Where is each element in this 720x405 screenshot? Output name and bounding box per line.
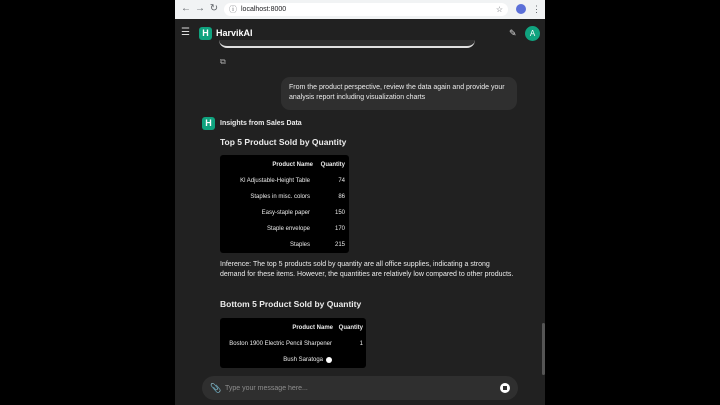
assistant-heading: Insights from Sales Data <box>220 120 302 127</box>
browser-window <box>175 0 545 405</box>
column-header: Product Name <box>292 325 333 331</box>
product-quantity: 215 <box>334 242 345 248</box>
typing-cursor-dot <box>326 357 332 363</box>
message-input[interactable] <box>225 376 485 400</box>
product-name: Kl Adjustable-Height Table <box>240 178 310 184</box>
column-header: Product Name <box>272 162 313 168</box>
product-quantity: 74 <box>338 178 345 184</box>
product-quantity: 1 <box>359 341 363 347</box>
product-name: Easy-staple paper <box>261 210 310 216</box>
star-icon[interactable]: ☆ <box>495 5 503 14</box>
address-url[interactable]: localhost:8000 <box>241 6 287 13</box>
column-header: Quantity <box>320 162 345 168</box>
bottom5-title: Bottom 5 Product Sold by Quantity <box>220 299 362 309</box>
arrow-left-icon[interactable]: ← <box>181 3 191 14</box>
new-chat-icon[interactable]: ✎ <box>509 28 517 38</box>
inference-text: Inference: The top 5 products sold by quantity are all office supplies, indicating a strong demand for these items. However, the quantities are relatively low compared to other products. <box>220 261 514 278</box>
top5-title: Top 5 Product Sold by Quantity <box>220 137 347 147</box>
app-title: HarvikAI <box>216 28 253 38</box>
table-header-row <box>220 320 366 336</box>
avatar[interactable]: A <box>525 26 540 41</box>
arrow-right-icon[interactable]: → <box>195 3 205 14</box>
product-name: Staples <box>289 242 310 248</box>
bottom5-table <box>220 318 366 368</box>
stop-button[interactable] <box>500 383 510 393</box>
product-name: Boston 1900 Electric Pencil Sharpener <box>229 341 332 347</box>
product-quantity: 150 <box>334 210 345 216</box>
app-logo: H <box>199 27 212 40</box>
table-row <box>220 173 349 189</box>
info-icon[interactable]: ⓘ <box>229 5 237 14</box>
message-composer <box>202 376 518 400</box>
table-header-row <box>220 157 349 173</box>
table-row <box>220 221 349 237</box>
table-row <box>220 237 349 253</box>
product-name: Staple envelope <box>266 226 310 232</box>
table-row <box>220 336 366 352</box>
table-row <box>220 205 349 221</box>
top5-table <box>220 155 349 253</box>
address-bar[interactable] <box>224 3 508 16</box>
browser-toolbar <box>175 0 545 19</box>
product-name: Bush Saratoga <box>283 357 323 363</box>
product-name: Staples in misc. colors <box>250 194 310 200</box>
table-row <box>220 189 349 205</box>
assistant-logo: H <box>202 117 215 130</box>
menu-icon[interactable]: ☰ <box>181 27 190 38</box>
scrollbar[interactable] <box>542 323 545 375</box>
kebab-menu-icon[interactable]: ⋮ <box>532 4 541 14</box>
copy-icon[interactable]: ⧉ <box>220 57 226 66</box>
reload-icon[interactable]: ↻ <box>209 3 219 14</box>
product-quantity: 86 <box>338 194 345 200</box>
profile-icon[interactable] <box>516 4 526 14</box>
paperclip-icon[interactable]: 📎 <box>210 383 222 393</box>
column-header: Quantity <box>338 325 363 331</box>
product-quantity: 170 <box>334 226 345 232</box>
table-row <box>220 352 366 368</box>
user-message: From the product perspective, review the data again and provide your analysis report including visualization charts <box>281 77 517 110</box>
stop-icon <box>503 386 507 390</box>
previous-message-bubble <box>219 40 475 48</box>
